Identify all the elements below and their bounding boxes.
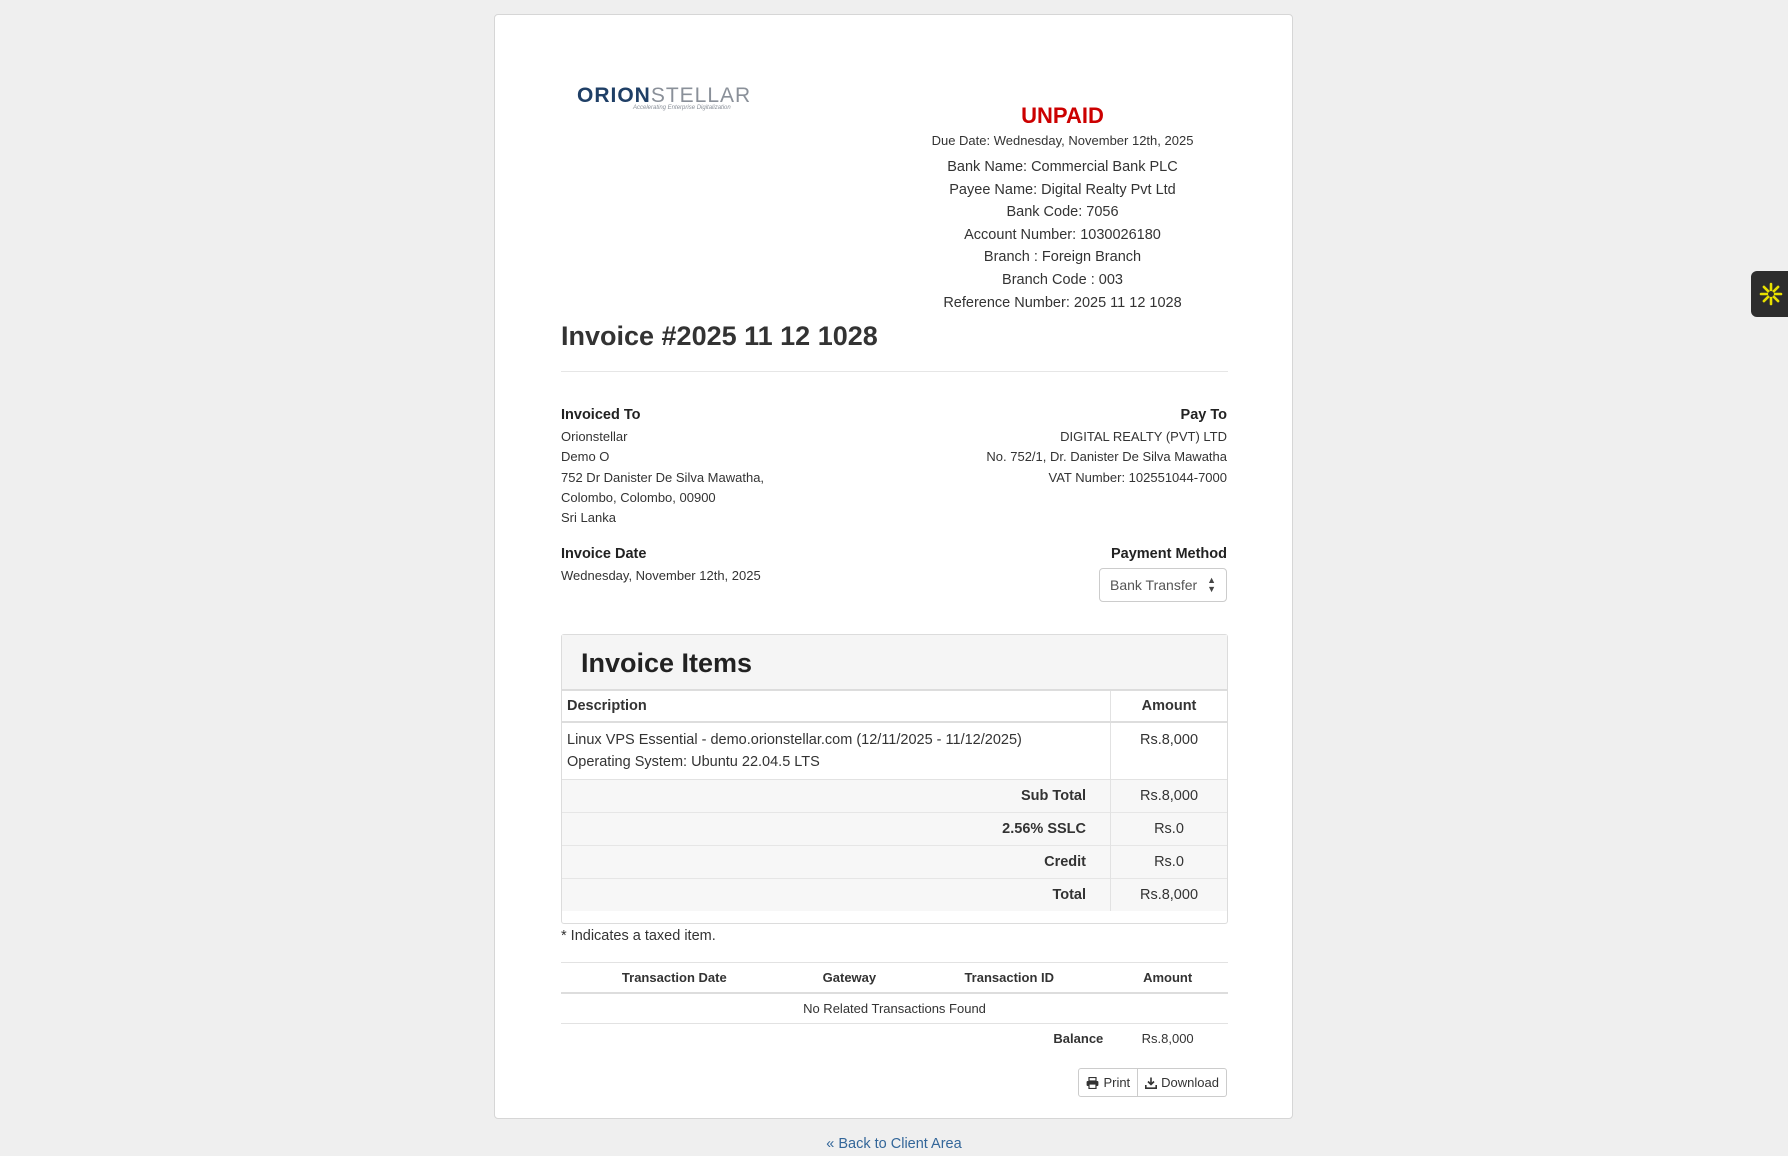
bank-name: Bank Name: Commercial Bank PLC bbox=[947, 159, 1178, 175]
no-transactions-text: No Related Transactions Found bbox=[561, 993, 1228, 1024]
payment-method-block bbox=[1099, 546, 1227, 602]
print-button[interactable] bbox=[1078, 1068, 1138, 1097]
invoiced-to-line: Sri Lanka bbox=[561, 510, 616, 526]
pay-to-line: No. 752/1, Dr. Danister De Silva Mawatha bbox=[986, 449, 1227, 465]
table-header-row bbox=[562, 691, 1227, 723]
credit-row bbox=[562, 846, 1227, 879]
total-value: Rs.8,000 bbox=[1111, 879, 1228, 912]
subtotal-label: Sub Total bbox=[562, 780, 1111, 813]
pay-to-line: DIGITAL REALTY (PVT) LTD bbox=[1060, 429, 1227, 445]
invoice-items-header bbox=[562, 635, 1227, 690]
company-logo bbox=[577, 85, 751, 111]
tax-row bbox=[562, 813, 1227, 846]
invoiced-to-line: 752 Dr Danister De Silva Mawatha, bbox=[561, 469, 765, 485]
payment-method-label: Payment Method bbox=[1110, 546, 1227, 562]
invoice-items-table bbox=[562, 690, 1227, 911]
invoice-card bbox=[494, 14, 1293, 1119]
invoice-items-panel bbox=[561, 634, 1228, 924]
invoice-title: Invoice #2025 11 12 1028 bbox=[561, 321, 878, 351]
payment-method-select[interactable] bbox=[1099, 568, 1227, 602]
status-label: UNPAID bbox=[1021, 103, 1104, 128]
logo-text-secondary: STELLAR bbox=[650, 84, 752, 107]
col-transaction-id: Transaction ID bbox=[911, 963, 1107, 994]
account-number: Account Number: 1030026180 bbox=[964, 226, 1161, 243]
item-description-line: Operating System: Ubuntu 22.04.5 LTS bbox=[567, 754, 820, 770]
payment-method-selected: Bank Transfer bbox=[1110, 577, 1198, 593]
payment-status-block bbox=[915, 103, 1210, 314]
bank-code: Bank Code: 7056 bbox=[1006, 204, 1119, 221]
invoiced-to-label: Invoiced To bbox=[561, 407, 641, 423]
payee-name: Payee Name: Digital Realty Pvt Ltd bbox=[949, 181, 1176, 198]
tax-value: Rs.0 bbox=[1111, 813, 1228, 846]
total-row bbox=[562, 879, 1227, 912]
balance-label: Balance bbox=[1053, 1031, 1104, 1046]
pay-to-block bbox=[986, 405, 1227, 488]
download-label: Download bbox=[1161, 1075, 1219, 1090]
invoice-date-value: Wednesday, November 12th, 2025 bbox=[561, 568, 761, 583]
asterisk-icon bbox=[1758, 281, 1784, 307]
logo-text-primary: ORION bbox=[577, 84, 651, 107]
balance-row bbox=[561, 1024, 1228, 1054]
printer-icon bbox=[1086, 1077, 1099, 1089]
download-button[interactable] bbox=[1138, 1068, 1227, 1097]
due-date: Due Date: Wednesday, November 12th, 2025 bbox=[931, 133, 1194, 148]
subtotal-row bbox=[562, 780, 1227, 813]
col-transaction-date: Transaction Date bbox=[561, 963, 788, 994]
invoiced-to-block bbox=[561, 405, 764, 528]
floating-widget-button[interactable] bbox=[1751, 271, 1788, 317]
item-amount: Rs.8,000 bbox=[1111, 722, 1228, 780]
reference-number: Reference Number: 2025 11 12 1028 bbox=[943, 294, 1182, 311]
invoice-actions bbox=[1078, 1068, 1227, 1097]
invoiced-to-line: Colombo, Colombo, 00900 bbox=[561, 489, 716, 505]
pay-to-line: VAT Number: 102551044-7000 bbox=[1048, 469, 1227, 485]
col-gateway: Gateway bbox=[788, 963, 912, 994]
print-label: Print bbox=[1103, 1075, 1131, 1090]
invoice-date-label: Invoice Date bbox=[561, 546, 647, 562]
invoiced-to-line: Demo O bbox=[561, 449, 610, 465]
pay-to-label: Pay To bbox=[1180, 407, 1227, 423]
subtotal-value: Rs.8,000 bbox=[1111, 780, 1228, 813]
divider bbox=[561, 371, 1228, 372]
invoiced-to-line: Orionstellar bbox=[561, 429, 628, 445]
back-to-client-area-link[interactable]: « Back to Client Area bbox=[826, 1136, 962, 1152]
invoice-date-block bbox=[561, 546, 761, 583]
logo-tagline: Accelerating Enterprise Digitalization bbox=[633, 105, 731, 111]
item-description-line: Linux VPS Essential - demo.orionstellar.com (12/11/2025 - 11/12/2025) bbox=[567, 732, 1022, 748]
col-description: Description bbox=[562, 691, 1111, 723]
tax-label: 2.56% SSLC bbox=[562, 813, 1111, 846]
select-caret-icon: ▲ ▼ bbox=[1207, 575, 1216, 594]
branch-code: Branch Code : 003 bbox=[1002, 271, 1123, 288]
total-label: Total bbox=[562, 879, 1111, 912]
transactions-empty-row bbox=[561, 993, 1228, 1024]
col-transaction-amount: Amount bbox=[1107, 963, 1228, 994]
download-icon bbox=[1145, 1077, 1157, 1089]
invoice-items-heading: Invoice Items bbox=[581, 648, 753, 678]
tax-note: * Indicates a taxed item. bbox=[561, 928, 716, 944]
credit-label: Credit bbox=[562, 846, 1111, 879]
bank-details bbox=[915, 156, 1210, 314]
branch: Branch : Foreign Branch bbox=[983, 249, 1142, 266]
balance-value: Rs.8,000 bbox=[1141, 1031, 1194, 1046]
transactions-table bbox=[561, 962, 1228, 1053]
transactions-header-row bbox=[561, 963, 1228, 994]
col-amount: Amount bbox=[1111, 691, 1228, 723]
table-row bbox=[562, 722, 1227, 780]
item-description bbox=[562, 722, 1111, 780]
credit-value: Rs.0 bbox=[1111, 846, 1228, 879]
